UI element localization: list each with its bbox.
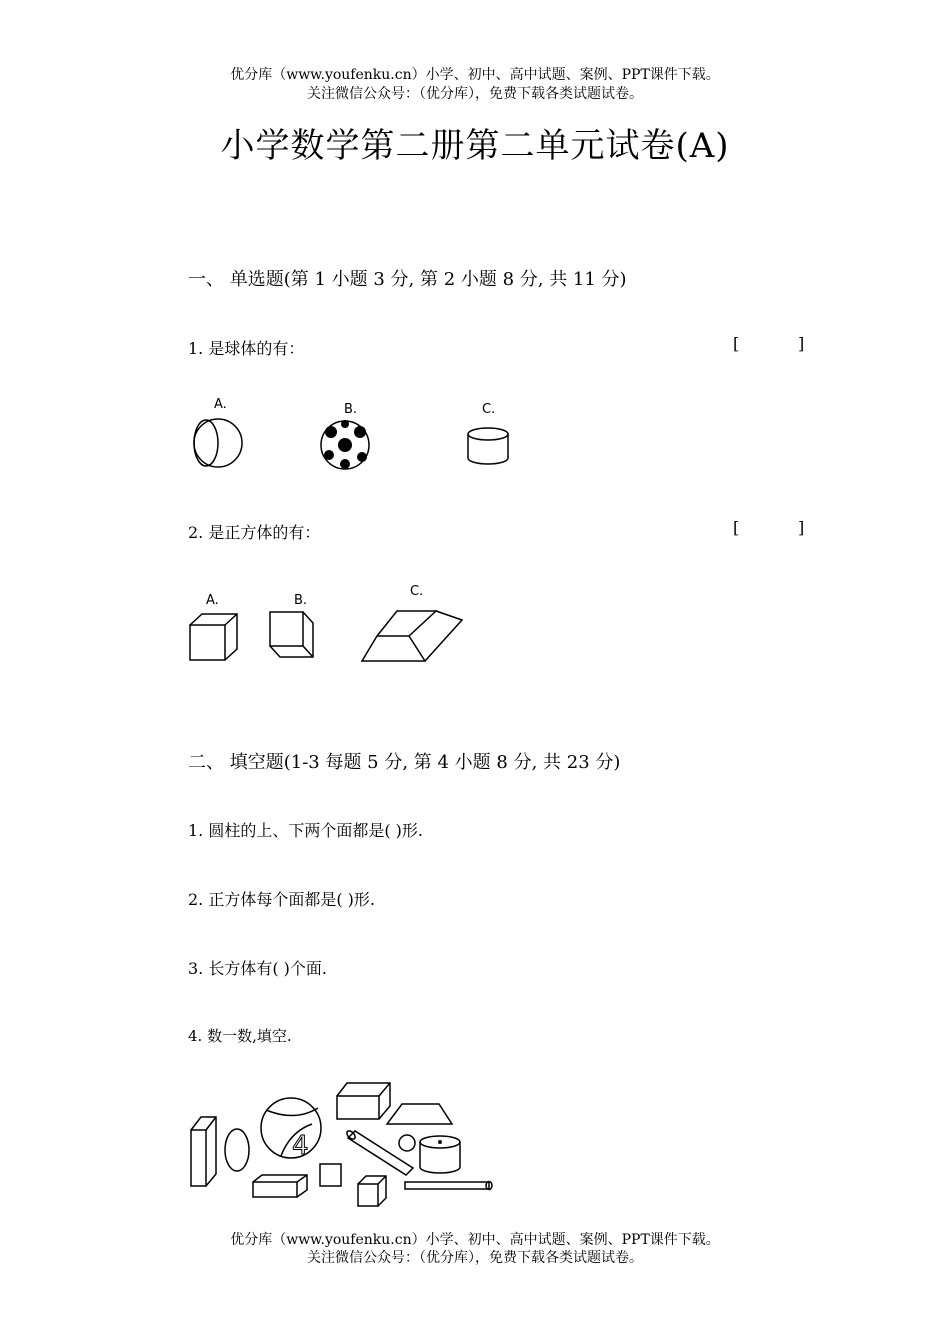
option-a-label: A. <box>214 397 227 412</box>
small-cube-shape <box>358 1176 386 1206</box>
question-1-1: 1. 是球体的有： <box>188 339 305 358</box>
trapezoid-prism-figure <box>362 611 462 661</box>
option-c-label: C. <box>482 402 496 417</box>
cylinder-figure <box>468 428 508 464</box>
page-title: 小学数学第二册第二单元试卷(A) <box>220 126 730 166</box>
header-line-2: 关注微信公众号：（优分库），免费下载各类试题试卷。 <box>307 86 643 102</box>
question-2-2: 2. 正方体每个面都是( )形. <box>188 890 376 909</box>
trapezoid-shape <box>387 1104 452 1124</box>
ball-number: 4 <box>292 1131 309 1161</box>
question-2-1: 1. 圆柱的上、下两个面都是( )形. <box>188 821 424 840</box>
section-2-heading: 二、 填空题(1-3 每题 5 分, 第 4 小题 8 分, 共 23 分) <box>188 752 621 773</box>
option-c-label: C. <box>410 584 424 599</box>
soccer-ball-figure <box>321 420 369 469</box>
small-circle-shape <box>399 1135 415 1151</box>
question-1-2: 2. 是正方体的有： <box>188 523 321 542</box>
answer-bracket-left: [ <box>733 334 740 353</box>
question-2-4: 4. 数一数,填空. <box>188 1027 292 1045</box>
sphere-figure <box>194 419 242 467</box>
cube-figure <box>190 614 237 660</box>
ellipse-shape <box>225 1129 249 1171</box>
question-2-3: 3. 长方体有( )个面. <box>188 959 328 978</box>
square-shape <box>320 1164 341 1186</box>
footer-line-2: 关注微信公众号：（优分库），免费下载各类试题试卷。 <box>307 1250 643 1266</box>
option-a-label: A. <box>206 593 219 608</box>
footer-line-1: 优分库（www.youfenku.cn）小学、初中、高中试题、案例、PPT课件下载。 <box>230 1232 720 1248</box>
box-shape <box>337 1083 390 1119</box>
cube-figure-b <box>270 612 313 657</box>
cylinder-shape <box>420 1136 460 1173</box>
header-line-1: 优分库（www.youfenku.cn）小学、初中、高中试题、案例、PPT课件下载。 <box>230 67 720 83</box>
long-rod-shape <box>405 1182 492 1190</box>
rod-shape <box>345 1129 413 1175</box>
option-b-label: B. <box>294 593 308 608</box>
answer-bracket-left: [ <box>733 518 740 537</box>
ball-shape <box>261 1098 321 1158</box>
tall-prism-shape <box>191 1117 216 1186</box>
section-1-heading: 一、 单选题(第 1 小题 3 分, 第 2 小题 8 分, 共 11 分) <box>188 269 627 290</box>
answer-bracket-right: ] <box>798 518 805 537</box>
flat-prism-shape <box>253 1175 307 1197</box>
answer-bracket-right: ] <box>798 334 805 353</box>
option-b-label: B. <box>344 402 358 417</box>
